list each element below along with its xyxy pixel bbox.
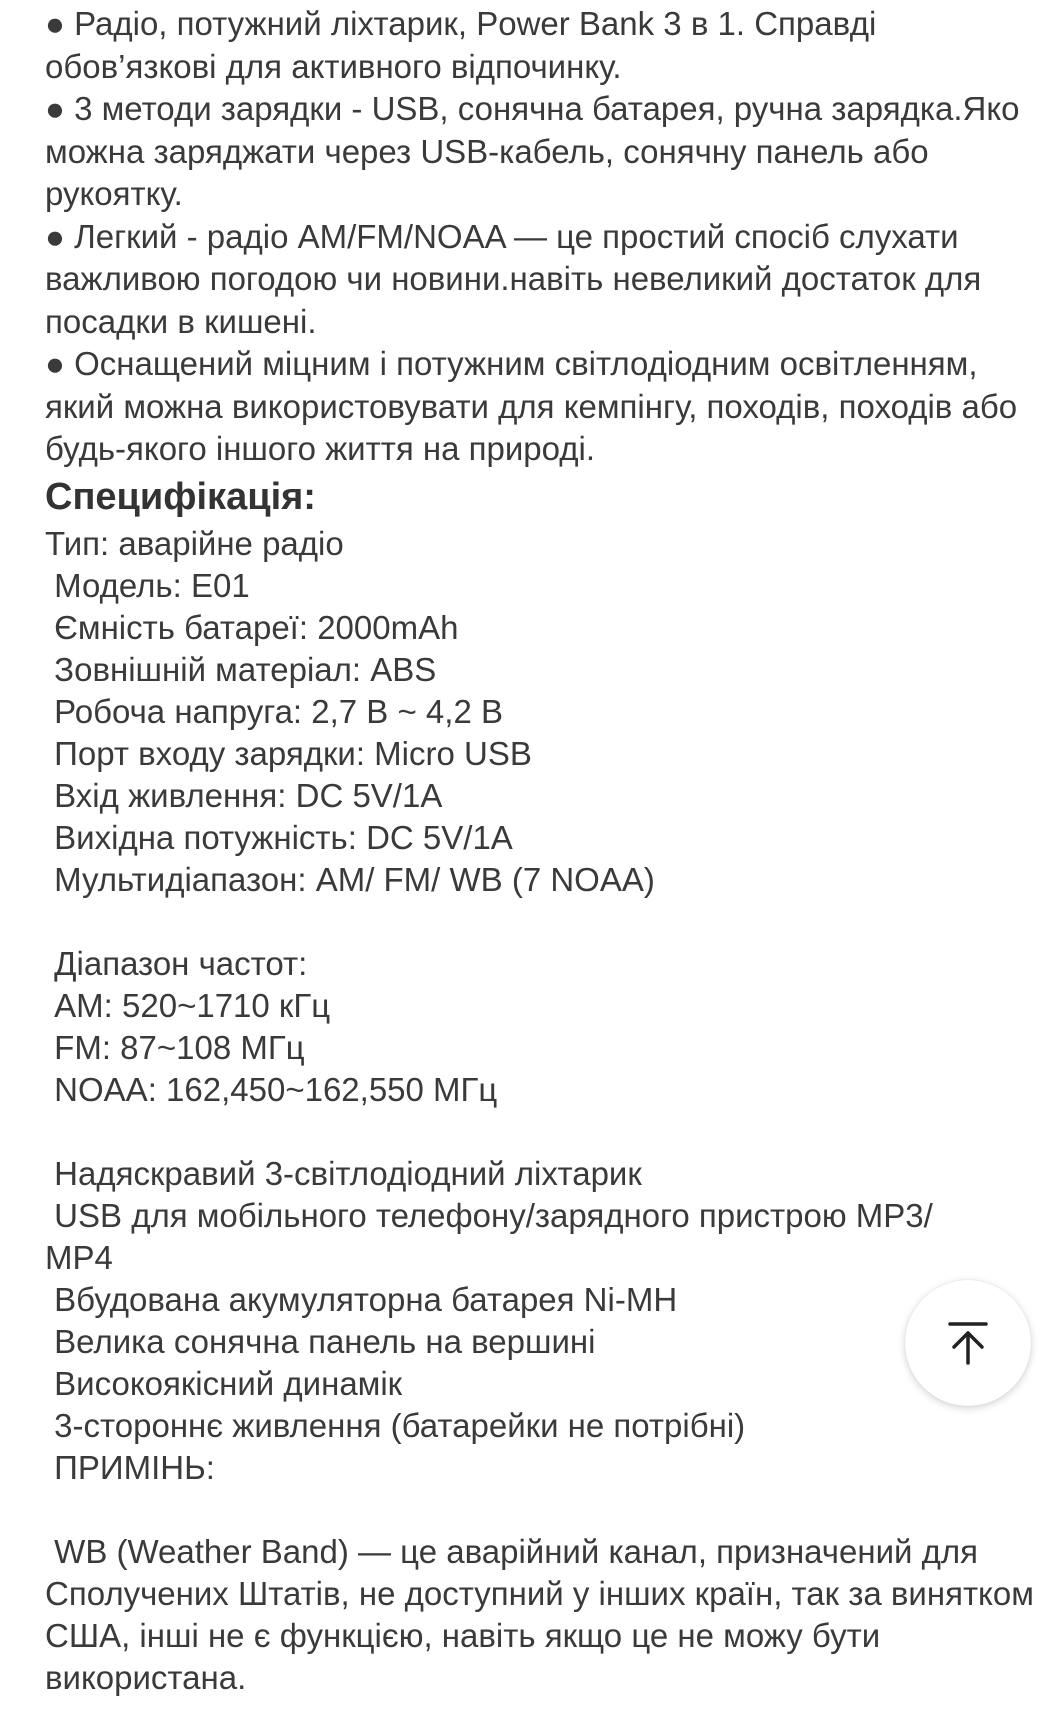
feature-bullet-4: ● Оснащений міцним і потужним світлодіодним освітленням, який можна використовувати для кемпінгу, походів, походів або будь-якого іншого життя на природі. xyxy=(45,345,1027,467)
spec-output: Вихідна потужність: DC 5V/1A xyxy=(45,818,513,856)
spec-model: Модель: E01 xyxy=(45,566,250,604)
extra-flashlight: Надяскравий 3-світлодіодний ліхтарик xyxy=(45,1154,642,1192)
feature-bullet-2: ● 3 методи зарядки - USB, сонячна батарея, ручна зарядка.Яко можна заряджати через USB-кабель, сонячну панель або рукоятку. xyxy=(45,90,1029,212)
extra-speaker: Високоякісний динамік xyxy=(45,1364,403,1402)
spec-list xyxy=(45,523,1035,901)
extras-list xyxy=(45,1153,1035,1489)
spacer xyxy=(45,1489,1035,1531)
spacer xyxy=(45,1111,1035,1153)
spec-battery: Ємність батареї: 2000mAh xyxy=(45,608,459,646)
extra-battery: Вбудована акумуляторна батарея Ni-MH xyxy=(45,1280,678,1318)
spec-input: Вхід живлення: DC 5V/1A xyxy=(45,776,443,814)
spec-heading: Специфікація: xyxy=(45,475,316,518)
spec-bands: Мультидіапазон: AM/ FM/ WB (7 NOAA) xyxy=(45,860,655,898)
frequency-noaa: NOAA: 162,450~162,550 МГц xyxy=(45,1070,498,1108)
feature-bullet-1: ● Радіо, потужний ліхтарик, Power Bank 3 в 1. Справді обов’язкові для активного відпочинку. xyxy=(45,5,886,85)
feature-bullet-3: ● Легкий - радіо AM/FM/NOAA — це простий спосіб слухати важливою погодою чи новини.навіть невеликий достаток для посадки в кишені. xyxy=(45,217,991,340)
extra-solar: Велика сонячна панель на вершині xyxy=(45,1322,596,1360)
spec-voltage: Робоча напруга: 2,7 В ~ 4,2 В xyxy=(45,692,503,730)
note-text: WB (Weather Band) — це аварійний канал, призначений для Сполучених Штатів, не доступний у інших країн, так за винятком США, інші не є функцією, навіть якщо це не можу бути використана. xyxy=(45,1532,1044,1696)
frequency-am: AM: 520~1710 кГц xyxy=(45,986,331,1024)
extra-power: 3-стороннє живлення (батарейки не потрібні) xyxy=(45,1406,746,1444)
frequency-title: Діапазон частот: xyxy=(45,944,308,982)
arrow-up-to-top-icon xyxy=(946,1319,990,1367)
scroll-to-top-button[interactable] xyxy=(905,1280,1031,1406)
note-title: ПРИМІНЬ: xyxy=(45,1448,215,1486)
frequency-fm: FM: 87~108 МГц xyxy=(45,1028,305,1066)
frequency-list xyxy=(45,943,1035,1111)
spec-type: Тип: аварійне радіо xyxy=(45,524,344,562)
spec-material: Зовнішній матеріал: ABS xyxy=(45,650,437,688)
extra-usb-line-2: MP4 xyxy=(45,1238,113,1276)
spec-port: Порт входу зарядки: Micro USB xyxy=(45,734,532,772)
extra-usb-line-1: USB для мобільного телефону/зарядного пристрою MP3/ xyxy=(45,1196,933,1234)
spacer xyxy=(45,901,1035,943)
product-description xyxy=(45,0,1044,1699)
